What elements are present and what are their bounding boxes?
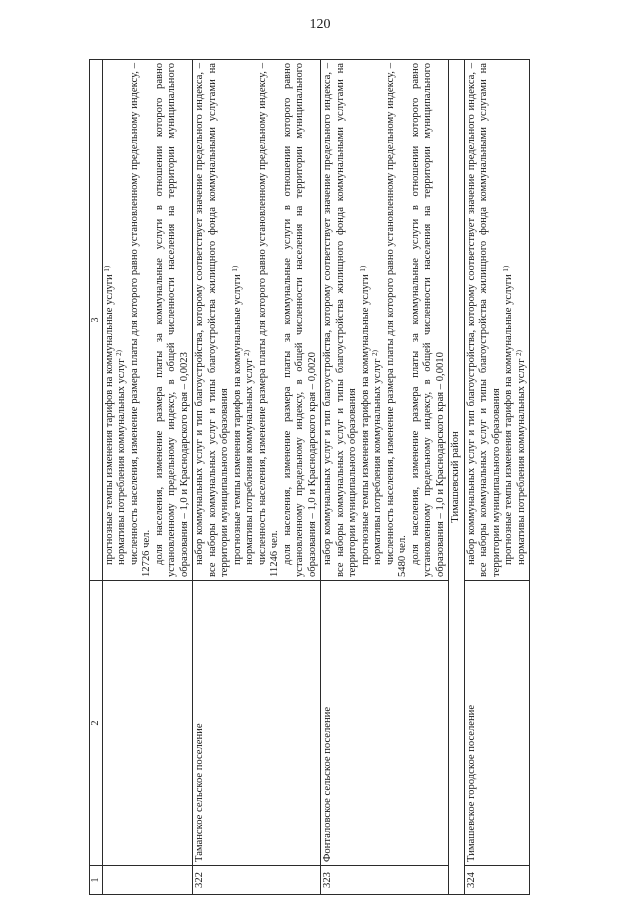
- row-name-cell: Таманское сельское поселение: [193, 581, 321, 866]
- row-number-cell: 324: [464, 866, 530, 895]
- row-number-cell: 322: [193, 866, 321, 895]
- desc-line: нормативы потребления коммунальных услуг $^{2)}$: [243, 350, 256, 565]
- row-description-cell: [193, 60, 321, 581]
- desc-line: прогнозные темпы изменения тарифов на коммунальные услуги $^{1)}$: [102, 265, 115, 565]
- row-description-cell: [321, 60, 449, 581]
- table-row-324: [464, 60, 530, 895]
- header-col-1: 1: [90, 866, 103, 895]
- desc-line: нормативы потребления коммунальных услуг $^{2)}$: [115, 350, 128, 565]
- row-number-cell: 323: [321, 866, 449, 895]
- desc-line: доля населения, изменение размера платы за коммунальные услуги в отношении которого равно установленному предельному индексу, в общей численности населения на территории муниципального образования – 1,0 и Краснодарского края – 0,0020: [281, 63, 318, 577]
- desc-line: нормативы потребления коммунальных услуг $^{2)}$: [514, 350, 527, 565]
- row-name-cell: [102, 581, 193, 866]
- data-table: [89, 59, 530, 895]
- table-row-323: [321, 60, 449, 895]
- row-description-cell: [102, 60, 193, 581]
- row-name-cell: Тимашевское городское поселение: [464, 581, 530, 866]
- row-name-cell: Фонталовское сельское поселение: [321, 581, 449, 866]
- row-number-cell: [102, 866, 193, 895]
- district-heading: Тимашевский район: [449, 60, 465, 895]
- header-col-2: 2: [90, 581, 103, 866]
- header-col-3: 3: [90, 60, 103, 581]
- page-number: 120: [309, 17, 331, 32]
- desc-line: прогнозные темпы изменения тарифов на коммунальные услуги $^{1)}$: [502, 265, 515, 565]
- desc-line: набор коммунальных услуг и тип благоустройства, которому соответствует значение предельного индекса, – все наборы коммунальных услуг и типы благоустройства жилищного фонда коммунальными услугами на территории муниципального образования: [465, 63, 502, 577]
- desc-line: численность населения, изменение размера платы для которого равно установленному предельному индексу, – 12726 чел.: [128, 63, 153, 577]
- table-header-row: [90, 60, 103, 895]
- desc-line: численность населения, изменение размера платы для которого равно установленному предельному индексу, – 11246 чел.: [256, 63, 281, 577]
- desc-line: доля населения, изменение размера платы за коммунальные услуги в отношении которого равно установленному предельному индексу, в общей численности населения на территории муниципального образования – 1,0 и Краснодарского края – 0,0023: [153, 63, 190, 577]
- table-row-continued: [102, 60, 193, 895]
- desc-line: набор коммунальных услуг и тип благоустройства, которому соответствует значение предельного индекса, – все наборы коммунальных услуг и типы благоустройства жилищного фонда коммунальными услугами на территории муниципального образования: [322, 63, 359, 577]
- desc-line: нормативы потребления коммунальных услуг $^{2)}$: [371, 350, 384, 565]
- rotated-table-container: [89, 59, 551, 895]
- desc-line: прогнозные темпы изменения тарифов на коммунальные услуги $^{1)}$: [230, 265, 243, 565]
- desc-line: набор коммунальных услуг и тип благоустройства, которому соответствует значение предельного индекса, – все наборы коммунальных услуг и типы благоустройства жилищного фонда коммунальными услугами на территории муниципального образования: [194, 63, 231, 577]
- row-description-cell: [464, 60, 530, 581]
- desc-line: прогнозные темпы изменения тарифов на коммунальные услуги $^{1)}$: [358, 265, 371, 565]
- district-heading-row: [449, 60, 465, 895]
- desc-line: численность населения, изменение размера платы для которого равно установленному предельному индексу, – 5480 чел.: [384, 63, 409, 577]
- desc-line: доля населения, изменение размера платы за коммунальные услуги в отношении которого равно установленному предельному индексу, в общей численности населения на территории муниципального образования – 1,0 и Краснодарского края – 0,0010: [409, 63, 446, 577]
- table-row-322: [193, 60, 321, 895]
